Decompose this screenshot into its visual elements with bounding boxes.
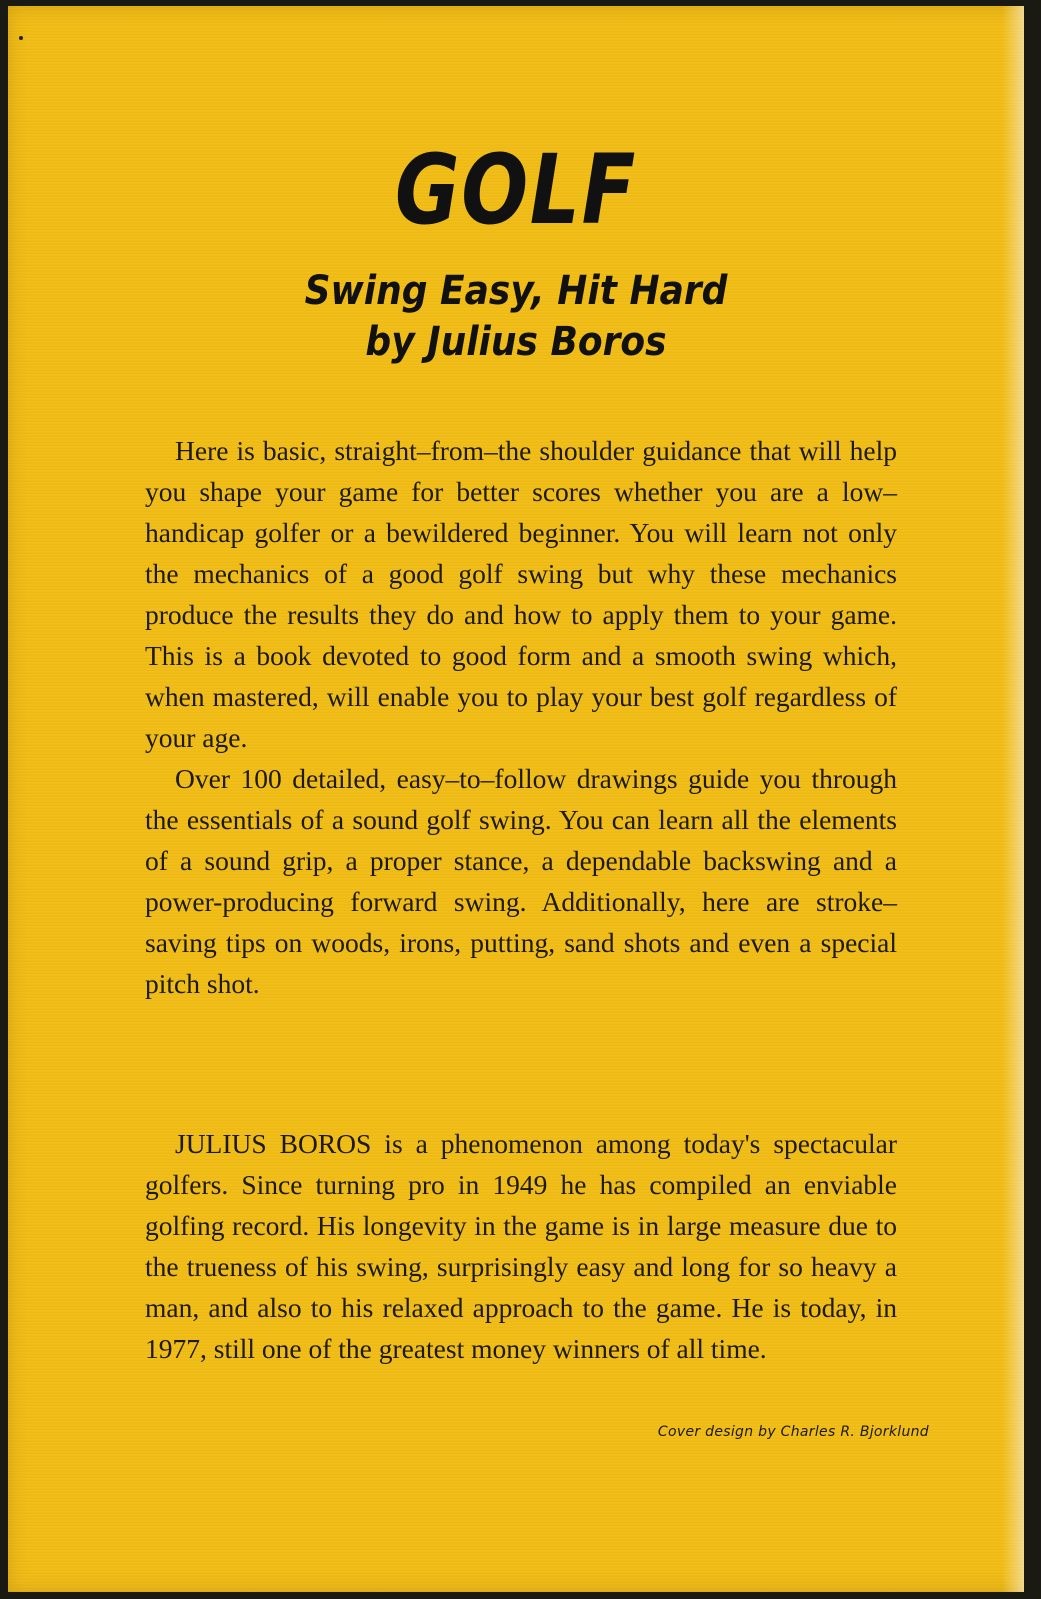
book-subtitle: Swing Easy, Hit Hard — [304, 268, 728, 314]
book-title: GOLF — [394, 134, 638, 246]
book-back-cover — [8, 6, 1024, 1592]
cover-design-credit: Cover design by Charles R. Bjorklund — [657, 1424, 929, 1440]
book-author-line: by Julius Boros — [365, 319, 667, 365]
print-speck — [19, 36, 23, 40]
author-bio — [145, 1123, 897, 1369]
author-bio-paragraph: JULIUS BOROS is a phenomenon among today's spectacular golfers. Since turning pro in 1949 he has compiled an enviable golfing record. His longevity in the game is in large measure due to the trueness of his swing, surprisingly easy and long for so heavy a man, and also to his relaxed approach to the game. He is today, in 1977, still one of the greatest money winners of all time. — [145, 1128, 897, 1364]
cover-edge — [1002, 6, 1024, 1592]
description-paragraph: Over 100 detailed, easy–to–follow drawings guide you through the essentials of a sound golf swing. You can learn all the elements of a sound grip, a proper stance, a dependable backswing and a power-producing forward swing. Additionally, here are stroke–saving tips on woods, irons, putting, sand shots and even a special pitch shot. — [145, 763, 897, 999]
description-paragraph: Here is basic, straight–from–the shoulder guidance that will help you shape your game for better scores whether you are a low–handicap golfer or a bewildered beginner. You will learn not only the mechanics of a good golf swing but why these mechanics produce the results they do and how to apply them to your game. This is a book devoted to good form and a smooth swing which, when mastered, will enable you to play your best golf regardless of your age. — [145, 435, 897, 753]
book-description — [145, 430, 897, 1004]
